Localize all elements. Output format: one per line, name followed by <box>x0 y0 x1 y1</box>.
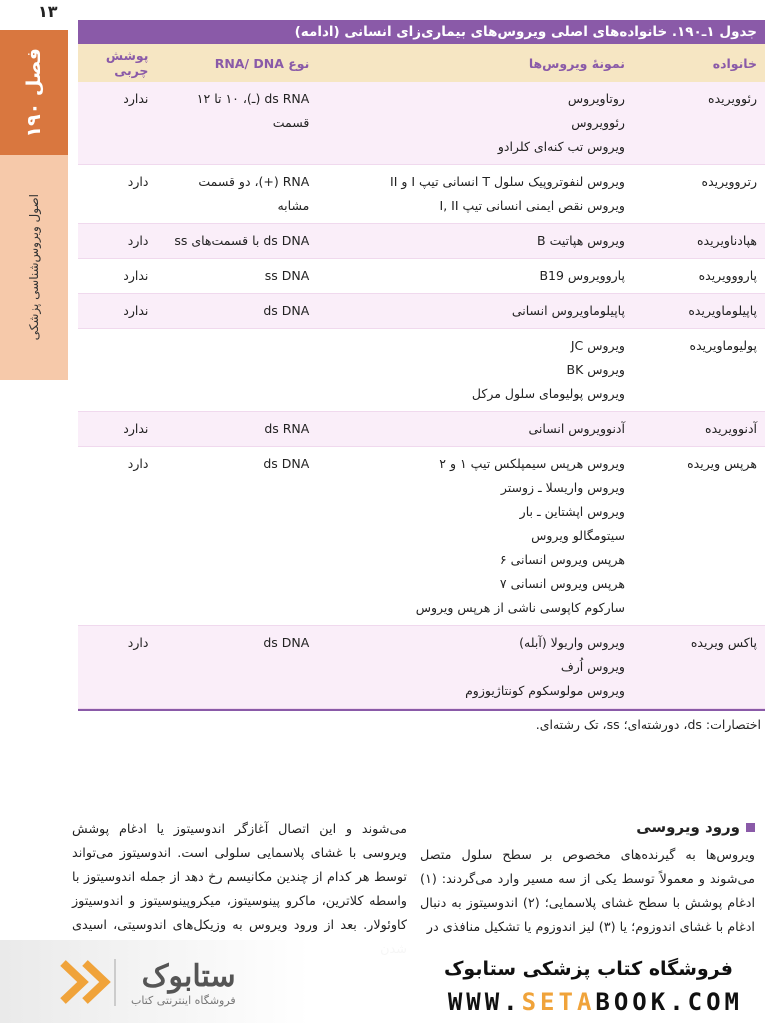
section-heading-text: ورود ویروسی <box>636 818 740 836</box>
cell-na-type: RNA (+)، دو قسمت مشابه <box>156 165 317 224</box>
sample-virus: رئوویروس <box>571 115 625 130</box>
sample-virus: ویروس واریسلا ـ زوستر <box>500 480 625 495</box>
table-row <box>78 294 765 329</box>
table-row <box>78 412 765 447</box>
sample-virus: هرپس ویروس انسانی ۷ <box>499 576 625 591</box>
cell-envelope: ندارد <box>78 412 156 447</box>
table-body <box>78 82 765 709</box>
table-header-row <box>78 44 765 82</box>
logo-text-block <box>131 959 236 1007</box>
table-row <box>78 329 765 412</box>
book-label: اصول ویروس‌شناسی پزشکی <box>27 194 41 341</box>
table-row <box>78 82 765 165</box>
chapter-label: فصل ۱۹۰ <box>23 47 45 138</box>
cell-samples <box>317 224 633 259</box>
heading-square-icon <box>746 823 755 832</box>
cell-samples <box>317 82 633 165</box>
cell-family: هپادناویریده <box>633 224 765 259</box>
sample-virus: ویروس پولیومای سلول مرکل <box>471 386 625 401</box>
cell-envelope <box>78 329 156 412</box>
table-row <box>78 626 765 709</box>
sample-virus: سیتومگالو ویروس <box>531 528 625 543</box>
table-row <box>78 165 765 224</box>
sample-virus: آدنوویروس انسانی <box>528 421 625 436</box>
virus-family-table <box>78 20 765 738</box>
table-row <box>78 447 765 626</box>
sample-virus: ویروس BK <box>566 362 625 377</box>
cell-family: پولیوماویریده <box>633 329 765 412</box>
cell-family: آدنوویریده <box>633 412 765 447</box>
cell-na-type: ds DNA با قسمت‌های ss <box>156 224 317 259</box>
table-grid <box>78 44 765 709</box>
logo-chevron-icon <box>55 955 125 1010</box>
sample-virus: ویروس لنفوتروپیک سلول T انسانی تیپ I و II <box>390 174 625 189</box>
cell-samples <box>317 165 633 224</box>
logo-wordmark: ستابوک <box>141 958 236 994</box>
cell-na-type: ds RNA (ـ)، ۱۰ تا ۱۲ قسمت <box>156 82 317 165</box>
sample-virus: ویروس مولوسکوم کونتاژیوزوم <box>465 683 625 698</box>
page-number: ۱۳ <box>38 2 58 21</box>
url-accent: SETA <box>521 988 596 1016</box>
header-family: خانواده <box>633 44 765 82</box>
sample-virus: ویروس واریولا (آبله) <box>519 635 625 650</box>
body-column-left: می‌شوند و این اتصال آغازگر اندوسیتوز یا ادغام پوشش ویروسی با غشای پلاسمایی سلولی است. اندوسیتوز می‌تواند توسط هر کدام از چندین مکانیسم رخ دهد از جمله اندوسیتوز با واسطه کلاترین، ماکرو پینوسیتوز، میکروپینوسیتوز و اندوسیتوز کاوئولار. بعد از ورود ویروس به وزیکل‌های اندوسیتی، اسیدی <box>72 822 407 933</box>
sample-virus: ویروس JC <box>570 338 625 353</box>
sample-virus: ویروس هپاتیت B <box>537 233 625 248</box>
sample-virus: ویروس اُرف <box>560 659 625 674</box>
abbreviations-note: اختصارات: ds، دورشته‌ای؛ ss، تک رشته‌ای. <box>535 717 761 732</box>
sample-virus: روتاویروس <box>567 91 625 106</box>
cell-family: پاپیلوماویریده <box>633 294 765 329</box>
cell-envelope: دارد <box>78 224 156 259</box>
sample-virus: پاروویروس B19 <box>539 268 625 283</box>
cell-na-type: ds DNA <box>156 626 317 709</box>
cell-envelope: دارد <box>78 626 156 709</box>
cell-samples <box>317 259 633 294</box>
cell-samples <box>317 447 633 626</box>
cell-samples <box>317 329 633 412</box>
cell-envelope: دارد <box>78 447 156 626</box>
cell-samples <box>317 412 633 447</box>
setabook-logo[interactable] <box>55 955 236 1010</box>
cell-envelope: دارد <box>78 165 156 224</box>
cell-family: پاکس ویریده <box>633 626 765 709</box>
sample-virus: سارکوم کاپوسی ناشی از هرپس ویروس <box>415 600 625 615</box>
sample-virus: ویروس اپشتاین ـ بار <box>519 504 625 519</box>
header-envelope: پوشش چربی <box>78 44 156 82</box>
table-row <box>78 259 765 294</box>
table-row <box>78 224 765 259</box>
url-suffix: BOOK.COM <box>595 988 743 1016</box>
cell-samples <box>317 294 633 329</box>
header-na-type: نوع RNA/ DNA <box>156 44 317 82</box>
sample-virus: ویروس تب کنه‌ای کلرادو <box>497 139 625 154</box>
cell-envelope: ندارد <box>78 294 156 329</box>
shop-url-link[interactable] <box>448 988 743 1016</box>
book-tab <box>0 155 68 380</box>
header-samples: نمونهٔ ویروس‌ها <box>317 44 633 82</box>
cell-na-type: ds RNA <box>156 412 317 447</box>
sample-virus: ویروس هرپس سیمپلکس تیپ ۱ و ۲ <box>439 456 625 471</box>
sample-virus: پاپیلوماویروس انسانی <box>511 303 625 318</box>
section-heading <box>636 818 755 836</box>
cell-na-type: ss DNA <box>156 259 317 294</box>
body-column-right: ویروس‌ها به گیرنده‌های مخصوص بر سطح سلول متصل می‌شوند و معمولاً توسط یکی از سه مسیر وارد می‌گردند: (۱) ادغام پوشش با سطح غشای پلاسمایی؛ (۲) اندوسیتوز به دنبال ادغام با غشای اندوزوم؛ یا (۳) لیز اندوزوم یا تشکیل منافذی در <box>420 848 756 935</box>
sample-virus: ویروس نقص ایمنی انسانی تیپ I, II <box>439 198 625 213</box>
cell-samples <box>317 626 633 709</box>
cell-envelope: ندارد <box>78 259 156 294</box>
cell-family: هرپس ویریده <box>633 447 765 626</box>
sample-virus: هرپس ویروس انسانی ۶ <box>499 552 625 567</box>
chapter-tab <box>0 30 68 155</box>
cell-na-type <box>156 329 317 412</box>
url-prefix: WWW. <box>447 988 522 1016</box>
logo-tagline: فروشگاه اینترنتی کتاب <box>131 993 236 1007</box>
cell-na-type: ds DNA <box>156 447 317 626</box>
shop-name: فروشگاه کتاب پزشکی ستابوک <box>443 958 733 980</box>
cell-na-type: ds DNA <box>156 294 317 329</box>
table-title: جدول ۱ـ۱۹۰. خانواده‌های اصلی ویروس‌های بیماری‌زای انسانی (ادامه) <box>78 20 765 44</box>
cell-envelope: ندارد <box>78 82 156 165</box>
cell-family: رتروویریده <box>633 165 765 224</box>
cell-family: پارووویریده <box>633 259 765 294</box>
cell-family: رئوویریده <box>633 82 765 165</box>
